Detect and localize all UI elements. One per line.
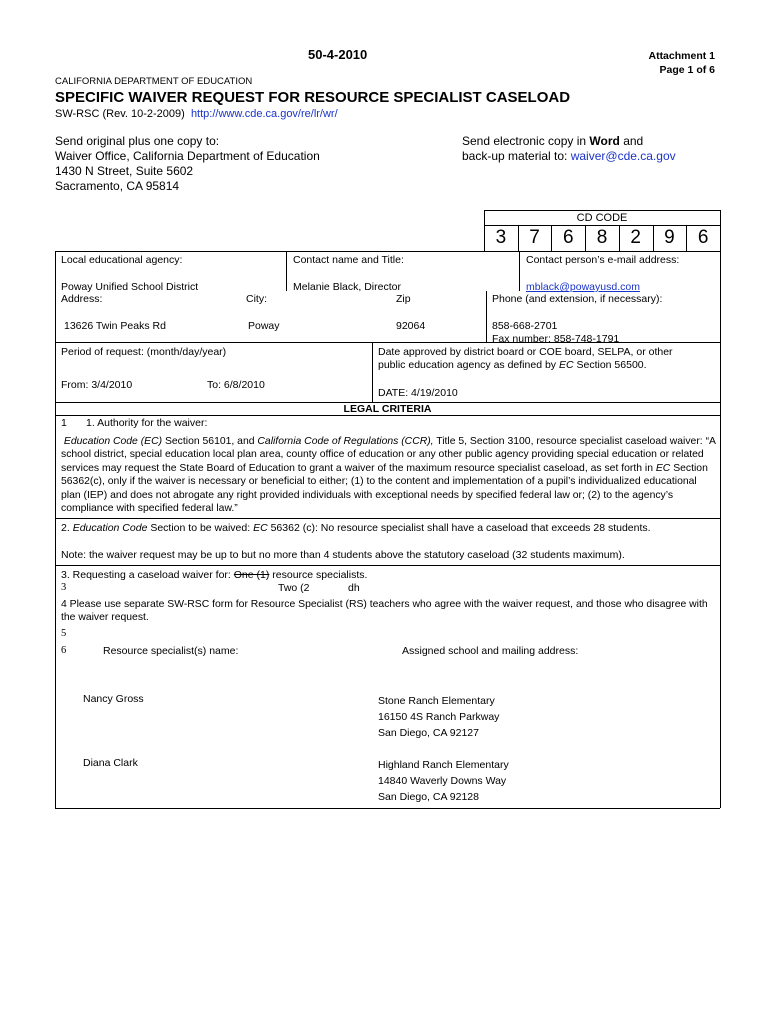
- specialist-name[interactable]: Nancy Gross: [83, 693, 144, 705]
- address-row-bottom: [55, 342, 720, 343]
- waiver-email-link[interactable]: waiver@cde.ca.gov: [570, 149, 676, 163]
- send-original-line1: Send original plus one copy to:: [55, 134, 220, 148]
- cd-code-cell-divider: [619, 225, 620, 251]
- form-url-link[interactable]: http://www.cde.ca.gov/re/lr/wr/: [190, 108, 338, 120]
- form-revision: [55, 108, 338, 120]
- city-value[interactable]: Poway: [248, 320, 280, 332]
- school-city: San Diego, CA 92127: [378, 727, 479, 739]
- city-label: City:: [246, 293, 267, 305]
- phone-label: Phone (and extension, if necessary):: [492, 293, 663, 305]
- cd-code-top-border: [484, 210, 720, 211]
- send-electronic-prefix: Send electronic copy in: [462, 134, 590, 148]
- approval-line2: [378, 359, 647, 371]
- word-format: Word: [589, 134, 620, 148]
- line3-number: 3: [61, 582, 67, 593]
- item1-text2: Title 5, Section 3100, resource specialist caseload waiver: “A school district, special education local plan area, county office of education or any other public agency providing special education or related services may request the State Board of Education to grant a waiver of the maximum resource specialist caseload, as set forth in: [61, 436, 716, 474]
- send-original-line4: Sacramento, CA 95814: [55, 179, 180, 193]
- period-label: Period of request: (month/day/year): [61, 346, 227, 358]
- legal-heading-bottom: [55, 415, 720, 416]
- department-name: CALIFORNIA DEPARTMENT OF EDUCATION: [55, 76, 253, 87]
- item2-bottom: [55, 565, 720, 566]
- lea-label: Local educational agency:: [61, 254, 183, 266]
- cd-code-digit[interactable]: 8: [596, 227, 608, 248]
- contact-value[interactable]: Melanie Black, Director: [293, 281, 401, 293]
- period-from[interactable]: From: 3/4/2010: [61, 379, 133, 391]
- lea-contact-divider: [286, 251, 287, 291]
- specialist-names-label: Resource specialist(s) name:: [103, 645, 239, 657]
- fax-value[interactable]: Fax number: 858-748-1791: [492, 333, 620, 345]
- cd-code-digit[interactable]: 6: [697, 227, 709, 248]
- schools-label: Assigned school and mailing address:: [402, 645, 579, 657]
- address-label: Address:: [61, 293, 103, 305]
- send-electronic-suffix: and: [619, 134, 644, 148]
- send-electronic-block: [462, 134, 676, 164]
- phone-value[interactable]: 858-668-2701: [492, 320, 558, 332]
- approval-line2-prefix: public education agency as defined by: [378, 359, 559, 371]
- item1-bottom: [55, 518, 720, 519]
- email-label: Contact person’s e-mail address:: [526, 254, 680, 266]
- table-bottom-border: [55, 808, 720, 809]
- item1-label: 1. Authority for the waiver:: [86, 417, 208, 429]
- legal-criteria-heading: LEGAL CRITERIA: [343, 403, 432, 415]
- item2-ec: EC: [253, 522, 268, 534]
- lea-value[interactable]: Poway Unified School District: [61, 281, 199, 293]
- approval-ec: EC: [558, 359, 574, 371]
- period-approval-divider: [372, 342, 373, 402]
- cd-code-label: CD CODE: [576, 212, 628, 224]
- approval-date[interactable]: DATE: 4/19/2010: [378, 387, 458, 399]
- item2-text: [61, 522, 651, 534]
- address-value[interactable]: 13626 Twin Peaks Rd: [64, 320, 166, 332]
- two-option[interactable]: Two (2: [278, 582, 310, 594]
- school-name: Stone Ranch Elementary: [378, 695, 495, 707]
- form-rev-text: SW-RSC (Rev. 10-2-2009): [55, 108, 185, 120]
- cd-code-digit[interactable]: 9: [664, 227, 675, 248]
- specialist-address[interactable]: [378, 693, 499, 741]
- school-city: San Diego, CA 92128: [378, 791, 479, 803]
- item1-text3: Section 56362(c), only if the waiver is necessary or beneficial to either; (1) to the content and implementation of a pupil’s individualized educational plan (IEP) and does not abrogate any right provided individuals with exceptional needs by specified federal law or; (2) to the agency’s compliance with specified federal law.”: [61, 462, 708, 515]
- approval-line1: Date approved by district board or COE board, SELPA, or other: [378, 346, 673, 358]
- table-left-border: [55, 251, 56, 808]
- school-street: 16150 4S Ranch Parkway: [378, 711, 500, 723]
- cd-code-cell-divider: [686, 225, 687, 251]
- item3-prefix: 3. Requesting a caseload waiver for:: [61, 569, 234, 581]
- item1-text: [61, 435, 716, 515]
- cd-code-digit[interactable]: 2: [630, 227, 641, 248]
- send-original-block: [55, 134, 320, 194]
- item1-text1: Section 56101, and: [162, 436, 258, 447]
- item3-struck-option: One (1): [233, 569, 270, 581]
- table-top-border: [55, 251, 720, 252]
- contact-email-divider: [519, 251, 520, 291]
- send-electronic-line2-prefix: back-up material to:: [462, 149, 571, 163]
- line5-number: 5: [61, 628, 67, 639]
- item1-ccr: California Code of Regulations (CCR),: [257, 436, 434, 447]
- specialist-address[interactable]: [378, 757, 509, 805]
- item1-ec: Education Code (EC): [63, 436, 163, 447]
- item2-prefix: 2.: [61, 522, 73, 534]
- zip-phone-divider: [486, 291, 487, 342]
- line6-number: 6: [61, 645, 67, 656]
- zip-value[interactable]: 92064: [396, 320, 426, 332]
- item2-text1: Section to be waived:: [147, 522, 254, 534]
- dh-text: dh: [348, 582, 360, 594]
- item2-note: Note: the waiver request may be up to but no more than 4 students above the statutory caseload (32 students maximum).: [61, 549, 625, 561]
- send-electronic-line1: [462, 134, 676, 149]
- item2-education-code: Education Code: [72, 522, 148, 534]
- cd-code-cell-divider: [585, 225, 586, 251]
- contact-label: Contact name and Title:: [293, 254, 404, 266]
- send-original-line3: 1430 N Street, Suite 5602: [55, 164, 194, 178]
- form-title: SPECIFIC WAIVER REQUEST FOR RESOURCE SPECIALIST CASELOAD: [55, 89, 571, 106]
- table-right-border: [720, 251, 721, 808]
- cd-code-cell-divider: [518, 225, 519, 251]
- period-to[interactable]: To: 6/8/2010: [207, 379, 265, 391]
- cd-code-digit[interactable]: 3: [495, 227, 507, 248]
- cd-code-cell-divider: [653, 225, 654, 251]
- item3-text: [61, 569, 367, 581]
- attachment-label: Attachment 1: [648, 50, 715, 62]
- item3-suffix: resource specialists.: [269, 569, 368, 581]
- zip-label: Zip: [396, 293, 411, 305]
- school-name: Highland Ranch Elementary: [378, 759, 509, 771]
- cd-code-digit[interactable]: 6: [562, 227, 574, 248]
- approval-line2-suffix: Section 56500.: [573, 359, 647, 371]
- document-number: 50-4-2010: [308, 47, 368, 62]
- cd-code-digit[interactable]: 7: [529, 227, 540, 248]
- item4-text: 4 Please use separate SW-RSC form for Resource Specialist (RS) teachers who agree with the waiver request, and those who disagree with the waiver request.: [61, 599, 708, 624]
- specialist-name[interactable]: Diana Clark: [83, 757, 138, 769]
- item1-number: 1: [61, 417, 67, 429]
- item2-text2: 56362 (c): No resource specialist shall have a caseload that exceeds 28 students.: [267, 522, 651, 534]
- send-electronic-line2: [462, 149, 676, 164]
- cd-code-cell-divider: [551, 225, 552, 251]
- school-street: 14840 Waverly Downs Way: [378, 775, 507, 787]
- send-original-line2: Waiver Office, California Department of Education: [55, 149, 320, 163]
- page-number: Page 1 of 6: [659, 64, 715, 76]
- contact-email-value[interactable]: mblack@powayusd.com: [526, 281, 640, 293]
- item1-ec2: EC: [655, 462, 671, 474]
- cd-code-right-border: [720, 210, 721, 251]
- cd-code-label-divider: [484, 225, 720, 226]
